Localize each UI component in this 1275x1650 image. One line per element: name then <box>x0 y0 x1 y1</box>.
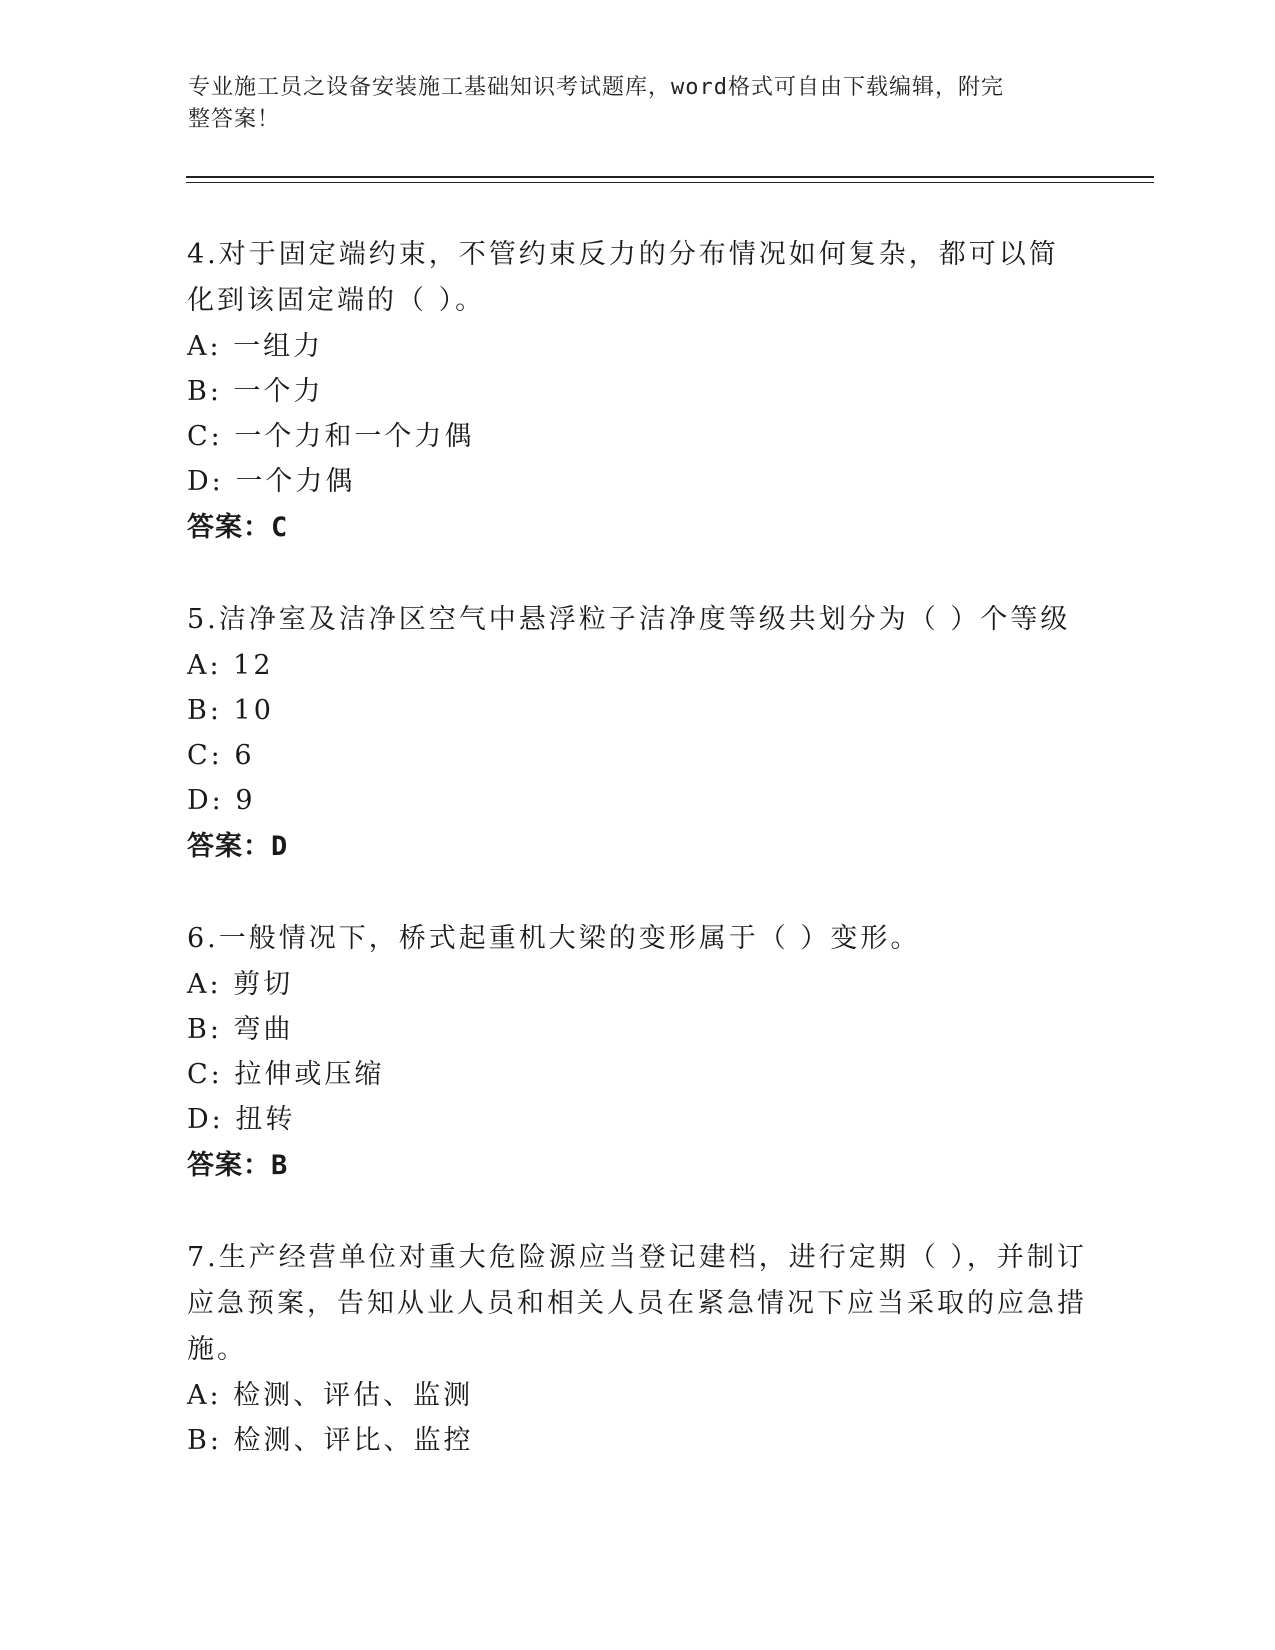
answer: 答案：D <box>187 831 289 862</box>
header-title-line-1: 专业施工员之设备安装施工基础知识考试题库，word格式可自由下载编辑，附完 <box>188 75 1004 100</box>
option-c: C: 拉伸或压缩 <box>187 1059 385 1090</box>
question-7 <box>187 1235 1087 1463</box>
header-divider-thin <box>186 182 1154 183</box>
question-4 <box>187 232 1087 552</box>
question-5 <box>187 597 1087 871</box>
question-stem: 7.生产经营单位对重大危险源应当登记建档，进行定期（ ），并制订应急预案，告知从业人员和相关人员在紧急情况下应当采取的应急措施。 <box>187 1242 1087 1365</box>
question-stem: 6.一般情况下，桥式起重机大梁的变形属于（ ）变形。 <box>187 923 921 954</box>
option-a: A: 检测、评估、监测 <box>187 1380 474 1411</box>
header-divider-thick <box>186 176 1154 178</box>
option-c: C: 一个力和一个力偶 <box>187 421 475 452</box>
option-a: A: 12 <box>187 650 274 681</box>
option-d: D: 一个力偶 <box>187 466 356 497</box>
header-title-line-2: 整答案！ <box>188 107 281 132</box>
question-stem: 5.洁净室及洁净区空气中悬浮粒子洁净度等级共划分为（ ）个等级 <box>187 604 1071 635</box>
option-b: B: 弯曲 <box>187 1014 294 1045</box>
option-a: A: 一组力 <box>187 331 324 362</box>
document-header <box>188 72 1068 136</box>
option-c: C: 6 <box>187 740 255 771</box>
question-6 <box>187 916 1087 1190</box>
option-b: B: 检测、评比、监控 <box>187 1425 474 1456</box>
question-stem: 4.对于固定端约束，不管约束反力的分布情况如何复杂，都可以简化到该固定端的（ ）。 <box>187 239 1059 316</box>
option-b: B: 一个力 <box>187 376 324 407</box>
option-d: D: 9 <box>187 785 256 816</box>
option-b: B: 10 <box>187 695 274 726</box>
question-list <box>187 232 1087 1508</box>
option-a: A: 剪切 <box>187 969 294 1000</box>
answer: 答案：B <box>187 1150 289 1181</box>
answer: 答案：C <box>187 512 289 543</box>
option-d: D: 扭转 <box>187 1104 296 1135</box>
